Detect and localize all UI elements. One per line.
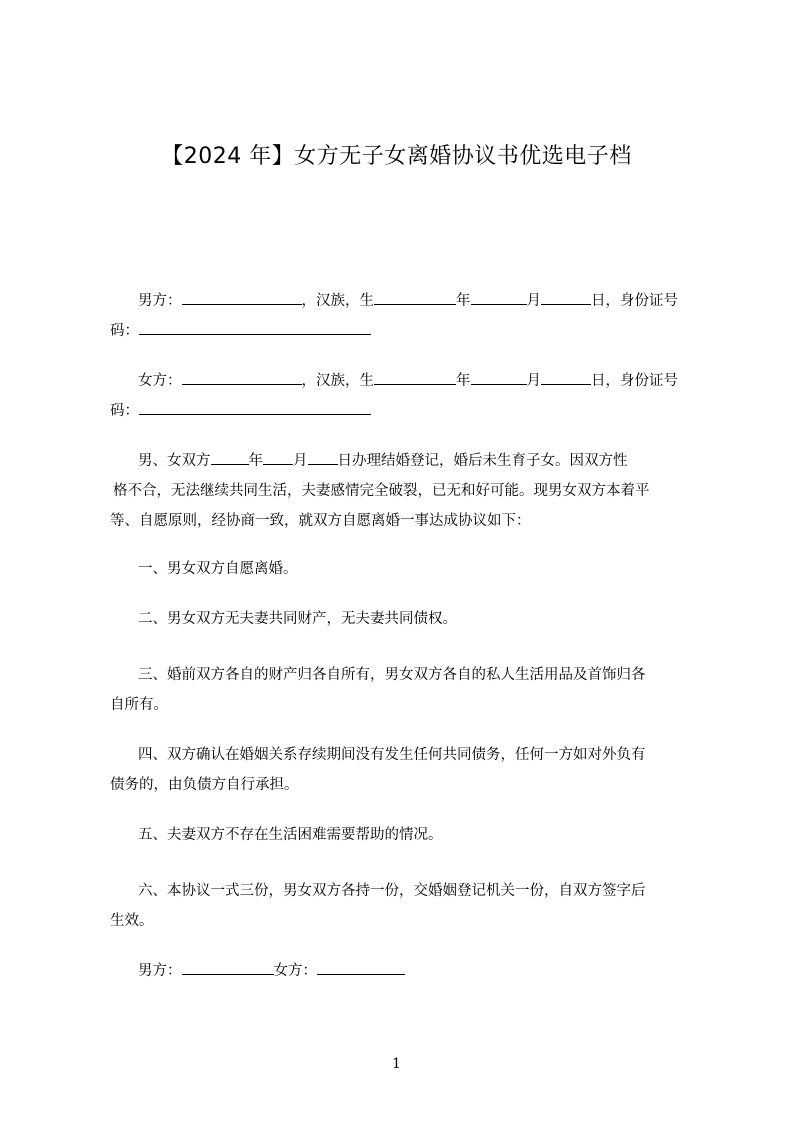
female-id-blank (139, 397, 371, 415)
male-ethnicity-text: ，汉族，生 (301, 293, 374, 309)
clause-6 (110, 876, 700, 936)
clause-2-text: 二、男女双方无夫妻共同财产，无夫妻共同债权。 (138, 611, 457, 627)
female-info-paragraph (110, 366, 700, 426)
female-birth-month-blank (471, 367, 527, 385)
female-birth-year-blank (374, 367, 456, 385)
intro-paragraph (110, 446, 700, 536)
signature-line (110, 956, 700, 986)
clause-6-line2: 生效。 (110, 913, 154, 929)
document-title: 【2024 年】女方无子女离婚协议书优选电子档 (161, 144, 632, 169)
male-birth-month-blank (471, 287, 527, 305)
clause-1-text: 一、男女双方自愿离婚。 (138, 561, 298, 577)
female-birth-day-blank (541, 367, 591, 385)
male-info-paragraph (110, 286, 700, 346)
male-signature-label: 男方： (138, 963, 182, 979)
intro-prefix: 男、女双方 (138, 453, 211, 469)
clause-4-line1: 四、双方确认在婚姻关系存续期间没有发生任何共同债务，任何一方如对外负有 (138, 747, 646, 763)
clause-4 (110, 740, 700, 800)
female-month-label: 月 (526, 373, 541, 389)
marriage-day-blank (308, 447, 338, 465)
female-signature-blank (317, 957, 405, 975)
male-month-label: 月 (526, 293, 541, 309)
clause-5-text: 五、夫妻双方不存在生活困难需要帮助的情况。 (138, 827, 443, 843)
male-label: 男方： (138, 293, 182, 309)
intro-line2: 格不合，无法继续共同生活，夫妻感情完全破裂，已无和好可能。现男女双方本着平 (113, 483, 650, 499)
female-id-label: 码： (110, 403, 139, 419)
male-id-blank (139, 317, 371, 335)
clause-3 (110, 660, 700, 720)
clause-2 (110, 604, 700, 634)
intro-year-label: 年 (248, 453, 263, 469)
female-label: 女方： (138, 373, 182, 389)
male-birth-year-blank (374, 287, 456, 305)
male-id-label: 码： (110, 323, 139, 339)
clause-3-line1: 三、婚前双方各自的财产归各自所有，男女双方各自的私人生活用品及首饰归各 (138, 667, 646, 683)
male-signature-blank (182, 957, 274, 975)
clause-1 (110, 554, 700, 584)
female-name-blank (182, 367, 302, 385)
female-signature-label: 女方： (273, 963, 317, 979)
clause-4-line2: 债务的，由负债方自行承担。 (110, 777, 299, 793)
intro-month-label: 月 (293, 453, 308, 469)
female-year-label: 年 (456, 373, 471, 389)
male-year-label: 年 (456, 293, 471, 309)
male-name-blank (182, 287, 302, 305)
marriage-month-blank (263, 447, 293, 465)
clause-6-line1: 六、本协议一式三份，男女双方各持一份，交婚姻登记机关一份，自双方签字后 (138, 883, 646, 899)
clause-3-line2: 自所有。 (110, 697, 168, 713)
female-day-label: 日，身份证号 (591, 373, 678, 389)
page-number: 1 (392, 1056, 401, 1072)
intro-line3: 等、自愿原则，经协商一致，就双方自愿离婚一事达成协议如下： (110, 513, 531, 529)
male-day-label: 日，身份证号 (591, 293, 678, 309)
marriage-year-blank (211, 447, 249, 465)
male-birth-day-blank (541, 287, 591, 305)
female-ethnicity-text: ，汉族，生 (301, 373, 374, 389)
clause-5 (110, 820, 700, 850)
intro-line1-text: 日办理结婚登记，婚后未生育子女。因双方性 (337, 453, 628, 469)
